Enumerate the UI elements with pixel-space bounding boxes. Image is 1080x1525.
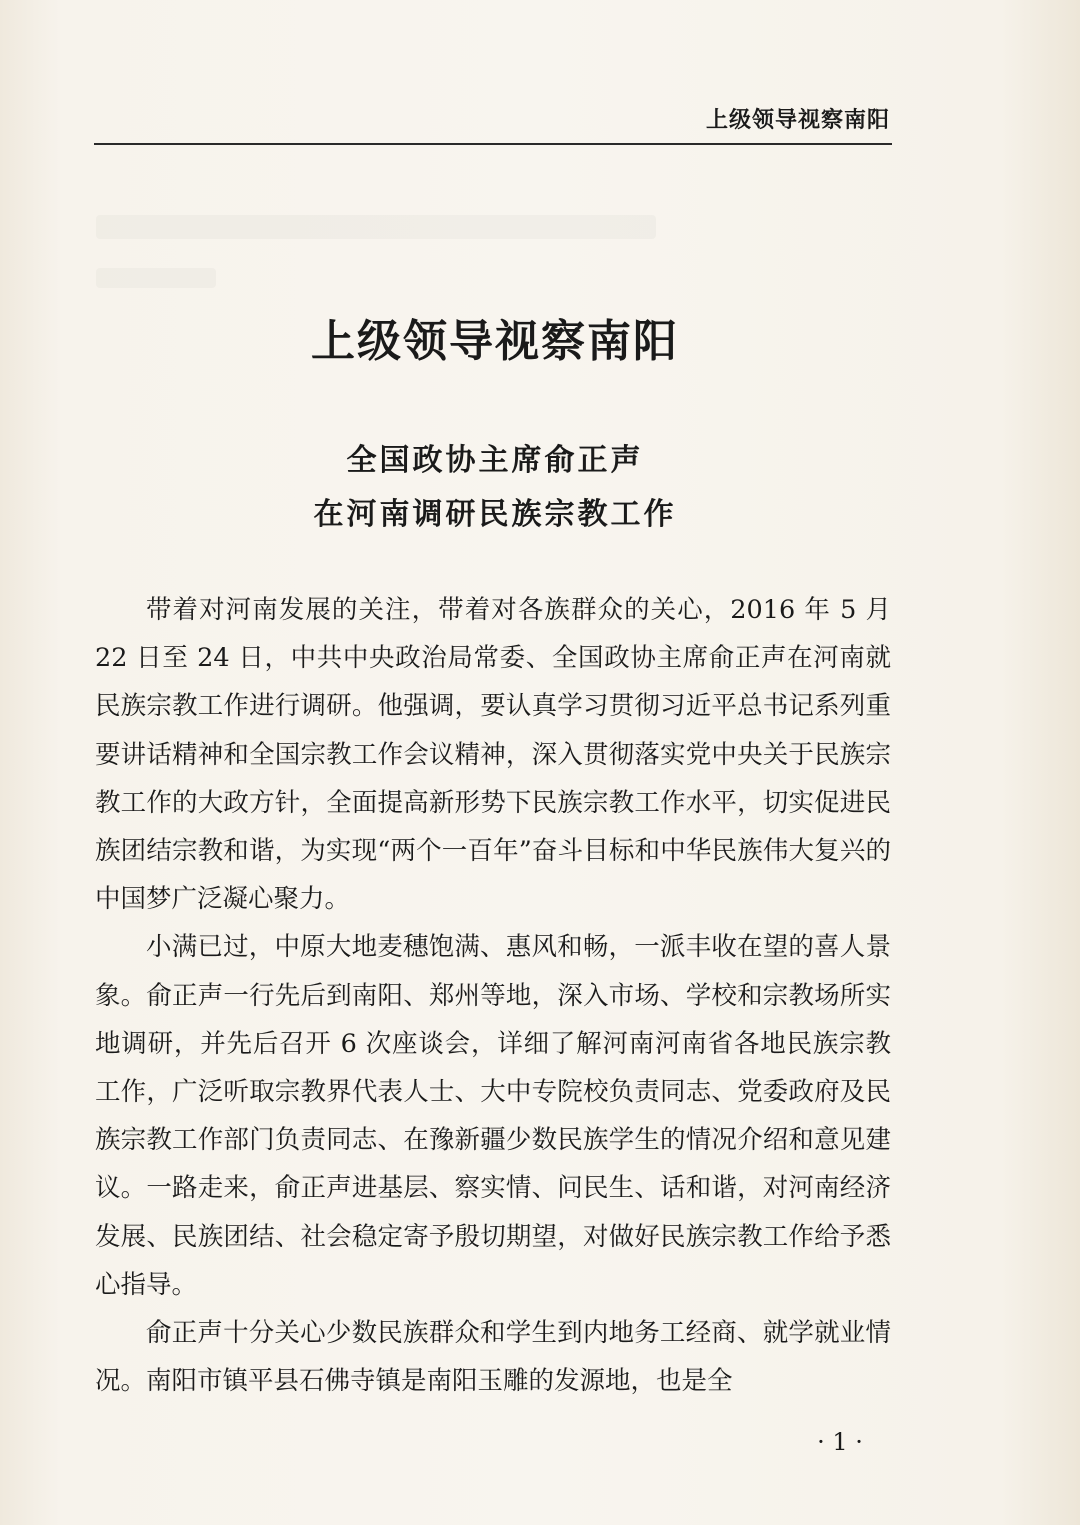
paragraph: 小满已过，中原大地麦穗饱满、惠风和畅，一派丰收在望的喜人景象。俞正声一行先后到南阳、郑州等地，深入市场、学校和宗教场所实地调研，并先后召开 6 次座谈会，详细了解河南河南省各地民族宗教工作，广泛听取宗教界代表人士、大中专院校负责同志、党委政府及民族宗教工作部门负责同志、在豫新疆少数民族学生的情况介绍和意见建议。一路走来，俞正声进基层、察实情、问民生、话和谐，对河南经济发展、民族团结、社会稳定寄予殷切期望，对做好民族宗教工作给予悉心指导。 — [95, 932, 891, 1300]
article-title-line-2: 在河南调研民族宗教工作 — [313, 497, 677, 532]
paragraph: 带着对河南发展的关注，带着对各族群众的关心，2016 年 5 月 22 日至 24 日，中共中央政治局常委、全国政协主席俞正声在河南就民族宗教工作进行调研。他强调，要认真学习贯彻习近平总书记系列重要讲话精神和全国宗教工作会议精神，深入贯彻落实党中央关于民族宗教工作的大政方针，全面提高新形势下民族宗教工作水平，切实促进民族团结宗教和谐，为实现“两个一百年”奋斗目标和中华民族伟大复兴的中国梦广泛凝心聚力。 — [95, 595, 891, 915]
article-body — [95, 586, 891, 1405]
header-rule — [94, 143, 892, 145]
chapter-title: 上级领导视察南阳 — [311, 316, 679, 367]
article-title-line-1: 全国政协主席俞正声 — [346, 443, 644, 478]
paragraph: 俞正声十分关心少数民族群众和学生到内地务工经商、就学就业情况。南阳市镇平县石佛寺镇是南阳玉雕的发源地，也是全 — [95, 1318, 891, 1397]
show-through-shadow — [96, 215, 656, 239]
page-number: · 1 · — [817, 1428, 863, 1456]
show-through-shadow — [96, 268, 216, 288]
running-head: 上级领导视察南阳 — [705, 108, 890, 133]
